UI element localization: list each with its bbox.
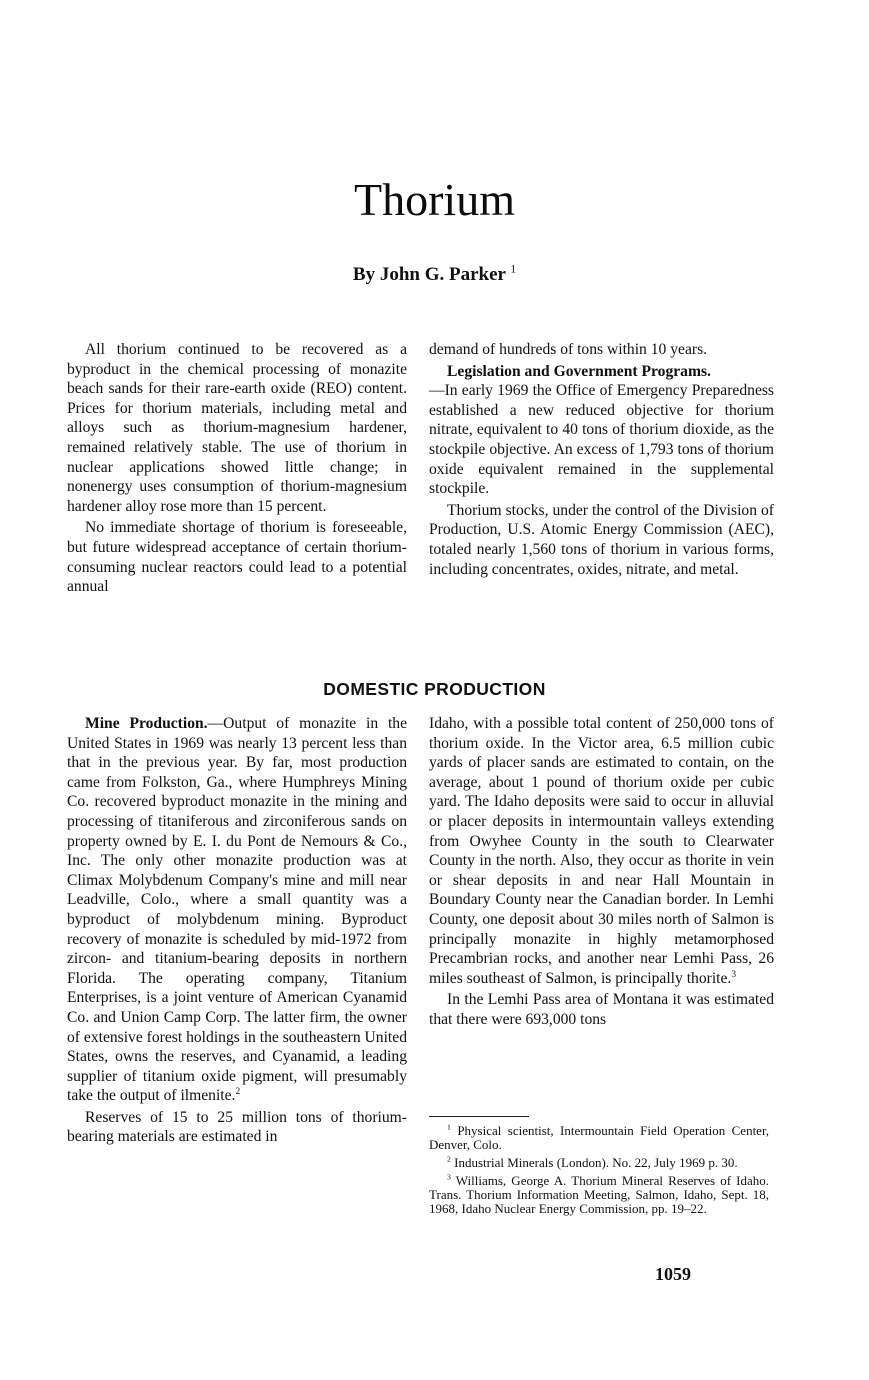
paragraph-text: In the Lemhi Pass area of Montana it was estimated that there were 693,000 tons [429,991,774,1028]
footnote-text: Physical scientist, Intermountain Field Operation Center, Denver, Colo. [429,1123,770,1152]
domestic-column-right [429,714,774,1032]
paragraph-text-split: Reserves of 15 to 25 million tons of thorium-bearing materials are estimated in [67,1108,407,1146]
paragraph-text: All thorium continued to be recovered as a byproduct in the chemical processing of monazite beach sands for their rare-earth oxide (REO) content. Prices for thorium materials, including metal and alloys such as thorium-magnesium hardener, remained relatively stable. The use of thorium in nuclear applications showed little change; in nonenergy uses consumption of thorium-magnesium hardener alloy rose more than 15 percent. [67,341,407,515]
legislation-paragraph [429,362,774,499]
section-lead-heading: Legislation and Government Programs. [447,362,711,380]
paragraph-text: Thorium stocks, under the control of the Division of Production, U.S. Atomic Energy Commission (AEC), totaled nearly 1,560 tons of thorium in various forms, including concentrates, oxides, nitrate, and metal. [429,501,774,578]
section-lead-heading: Mine Production. [85,715,208,732]
author-name: By John G. Parker [352,264,506,285]
footnote-mark: 3 [447,1172,451,1182]
footnote [429,1174,769,1216]
page-number: 1059 [655,1264,691,1284]
footnote [429,1124,769,1152]
byline [0,262,869,288]
section-heading: DOMESTIC PRODUCTION [323,679,546,699]
footnote-text: Industrial Minerals (London). No. 22, July 1969 p. 30. [454,1155,738,1170]
paragraph-text-split: demand of hundreds of tons within 10 years. [429,341,708,358]
intro-column-right [429,340,774,581]
footnote-mark: 2 [447,1154,451,1164]
footnote [429,1156,769,1170]
mine-production-paragraph [67,714,407,1106]
lemhi-paragraph [429,990,774,1029]
footnote-ref: 1 [510,263,517,276]
paragraph-text-split: No immediate shortage of thorium is foreseeable, but future widespread acceptance of certain thorium-consuming nuclear reactors could lead to a potential annual [67,519,407,596]
footnotes [429,1124,769,1220]
intro-paragraph [67,518,407,596]
reserves-paragraph [67,1108,407,1147]
footnote-text: Williams, George A. Thorium Mineral Reserves of Idaho. Trans. Thorium Information Meeting, Salmon, Idaho, Sept. 18, 1968, Idaho Nuclear Energy Commission, pp. 19–22. [429,1173,769,1216]
footnote-mark: 1 [447,1122,451,1132]
paragraph-text: —In early 1969 the Office of Emergency Preparedness established a new reduced objective for thorium nitrate, equivalent to 40 tons of thorium dioxide, as the stockpile objective. An excess of 1,793 tons of thorium oxide equivalent remained in the supplemental stockpile. [429,382,774,498]
intro-paragraph-continued [429,340,774,360]
paragraph-text-split: Idaho, with a possible total content of 250,000 tons of thorium oxide. In the Victor area, 6.5 million cubic yards of placer sands are estimated to contain, on the average, about 1 pound of thorium oxide per cubic yard. The Idaho deposits were said to occur in alluvial or placer deposits in intermountain valleys extending from Owyhee County in the south to Clearwater County in the north. Also, they occur as thorite in vein or shear deposits in and near Hall Mountain in Boundary County near the Canadian border. In Lemhi County, one deposit about 30 miles north of Salmon is principally monazite in highly metamorphosed Precambrian rocks, and another near Lemhi Pass, 26 miles southeast of Salmon, is principally thorite. [429,715,774,987]
page-title: Thorium [354,174,515,225]
paragraph-text: —Output of monazite in the United States in 1969 was nearly 13 percent less than that in the previous year. By far, most production came from Folkston, Ga., where Humphreys Mining Co. recovered byproduct monazite in the mining and processing of titaniferous and zirconiferous sands on property owned by E. I. du Pont de Nemours & Co., Inc. The only other monazite production was at Climax Molybdenum Company's mine and mill near Leadville, Colo., where a small quantity was a byproduct of molybdenum mining. Byproduct recovery of monazite is scheduled by mid-1972 from zircon- and titanium-bearing deposits in northern Florida. The operating company, Titanium Enterprises, is a joint venture of American Cyanamid Co. and Union Camp Corp. The latter firm, the owner of extensive forest holdings in the southeastern United States, owns the reserves, and Cyanamid, a leading supplier of titanium oxide pigment, will presumably take the output of ilmenite. [67,715,408,1105]
footnote-ref: 3 [731,969,736,980]
footnote-rule [429,1116,529,1117]
stocks-paragraph [429,501,774,579]
footnote-ref: 2 [235,1087,241,1098]
intro-column-left [67,340,407,597]
domestic-column-left [67,714,407,1147]
intro-paragraph [67,340,407,516]
reserves-paragraph-continued [429,714,774,988]
